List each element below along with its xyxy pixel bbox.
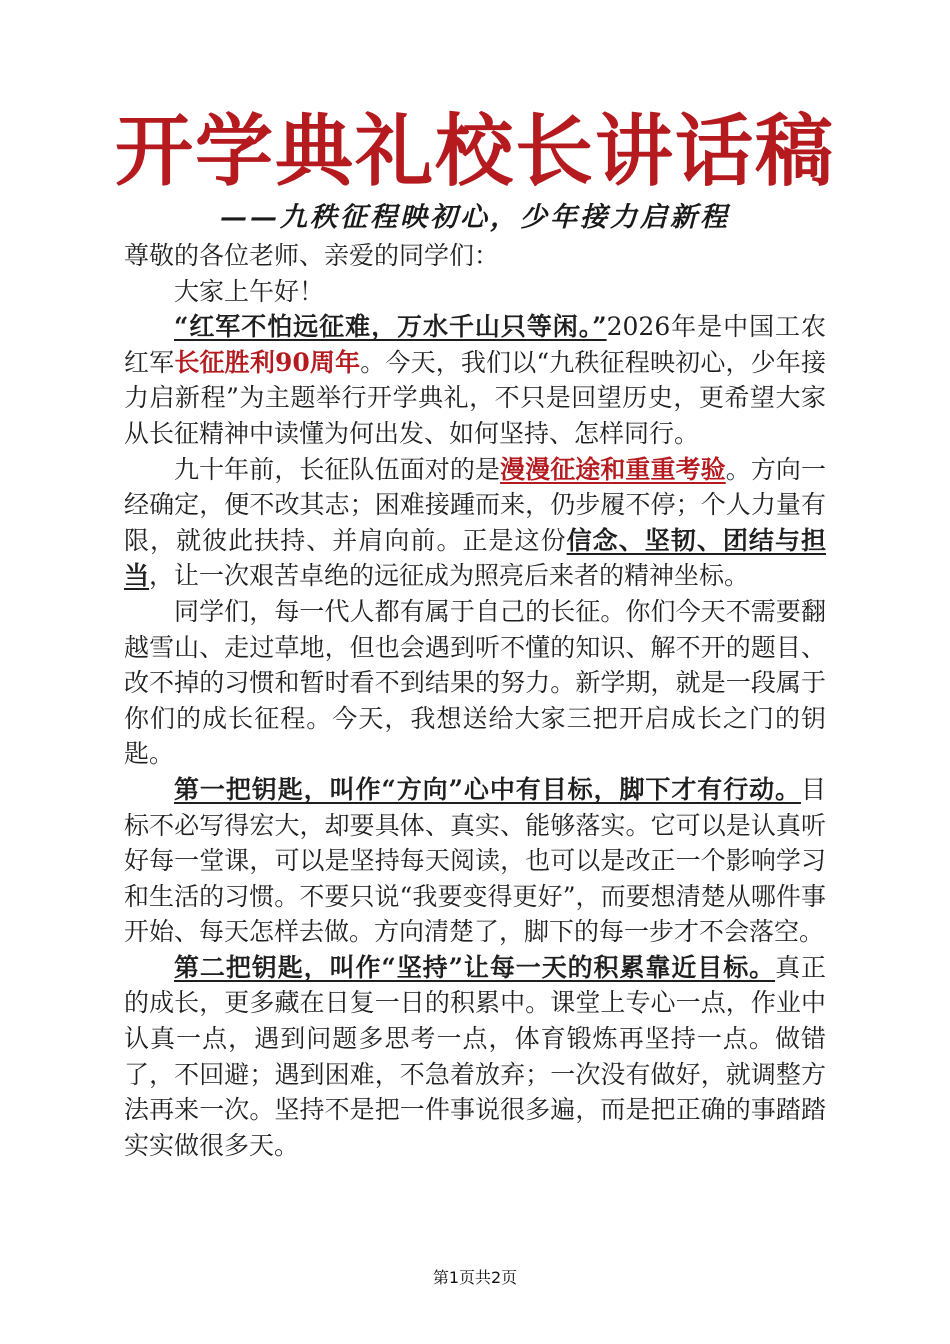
key-heading: 第二把钥匙，叫作“坚持”让每一天的积累靠近目标。 <box>174 952 776 982</box>
paragraph-text: 真正的成长，更多藏在日复一日的积累中。课堂上专心一点，作业中认真一点，遇到问题多思考一点，体育锻炼再坚持一点。做错了，不回避；遇到困难，不急着放弃；一次没有做好，就调整方法再来一次。坚持不是把一件事说很多遍，而是把正确的事踏踏实实做很多天。 <box>124 952 826 1160</box>
key-heading: 第一把钥匙，叫作“方向”心中有目标，脚下才有行动。 <box>174 774 801 804</box>
paragraph-history <box>124 452 826 594</box>
anniversary-highlight: 长征胜利90周年 <box>174 347 361 377</box>
greeting: 大家上午好！ <box>174 276 325 306</box>
paragraph-key-persistence <box>124 950 826 1164</box>
document-title: 开学典礼校长讲话稿 <box>114 106 835 197</box>
paragraph-text: 2026年是中国工农红军 <box>124 312 827 377</box>
paragraph-text: ，让一次艰苦卓绝的远征成为照亮后来者的精神坐标。 <box>149 561 750 591</box>
poem-quote: “红军不怕远征难，万水千山只等闲。” <box>174 312 607 342</box>
document-subtitle: ——九秩征程映初心，少年接力启新程 <box>220 202 730 233</box>
journey-highlight: 漫漫征途和重重考验 <box>500 454 726 484</box>
spirit-emphasis: 信念、坚韧、团结与担当 <box>124 525 826 591</box>
salutation: 尊敬的各位老师、亲爱的同学们： <box>124 241 500 270</box>
paragraph-text: 。方向一经确定，便不改其志；困难接踵而来，仍步履不停；个人力量有限，就彼此扶持、并肩向前。正是这份 <box>124 454 826 555</box>
document-body <box>124 238 826 1163</box>
paragraph-text: 。今天，我们以“九秩征程映初心，少年接力启新程”为主题举行开学典礼，不只是回望历史，更希望大家从长征精神中读懂为何出发、如何坚持、怎样同行。 <box>124 347 826 448</box>
paragraph-students: 同学们，每一代人都有属于自己的长征。你们今天不需要翻越雪山、走过草地，但也会遇到听不懂的知识、解不开的题目、改不掉的习惯和暂时看不到结果的努力。新学期，就是一段属于你们的成长征程。今天，我想送给大家三把开启成长之门的钥匙。 <box>124 596 826 769</box>
paragraph-text: 九十年前，长征队伍面对的是 <box>174 454 501 484</box>
page-footer: 第1页共2页 <box>432 1268 518 1287</box>
paragraph-anniversary <box>124 309 826 451</box>
paragraph-text: 目标不必写得宏大，却要具体、真实、能够落实。它可以是认真听好每一堂课，可以是坚持每天阅读，也可以是改正一个影响学习和生活的习惯。不要只说“我要变得更好”，而要想清楚从哪件事开始、每天怎样去做。方向清楚了，脚下的每一步才不会落空。 <box>124 774 826 947</box>
paragraph-key-direction <box>124 772 826 950</box>
